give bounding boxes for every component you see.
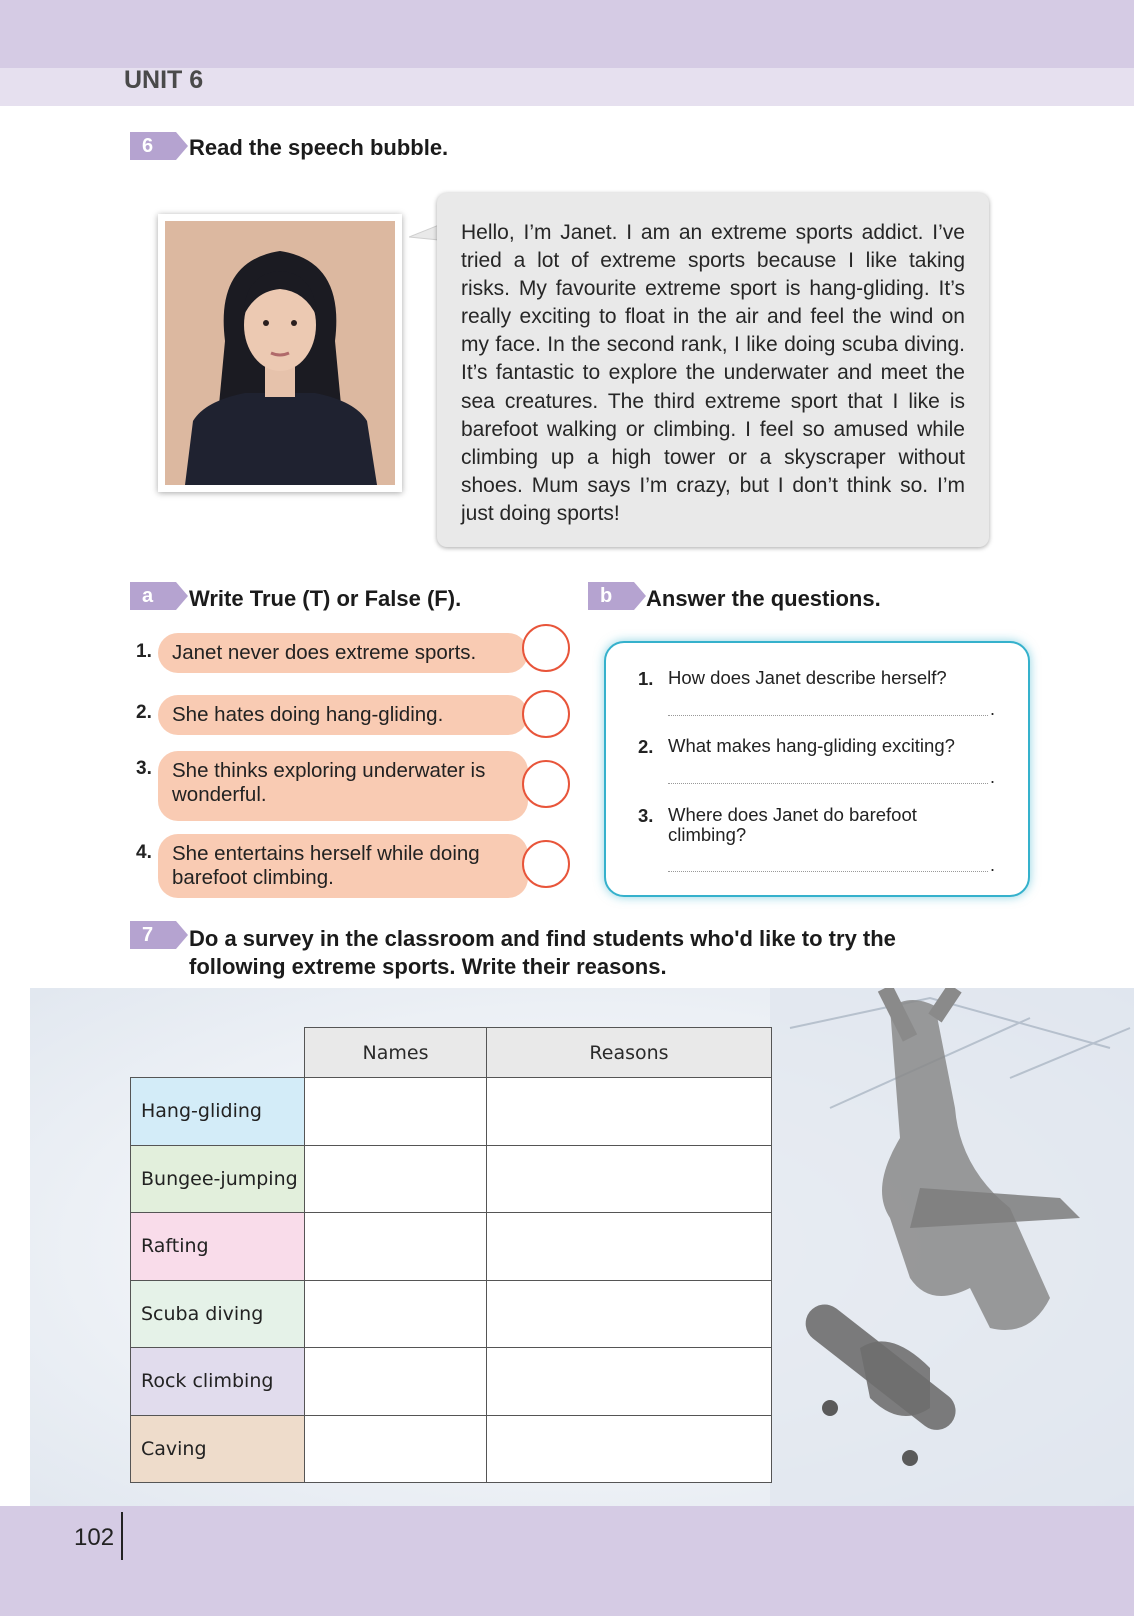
survey-reasons-cell[interactable] <box>487 1348 772 1416</box>
survey-row <box>131 1213 772 1281</box>
tf-item-number: 3. <box>136 758 152 779</box>
tf-item-number: 4. <box>136 842 152 863</box>
survey-row <box>131 1280 772 1348</box>
answer-line[interactable] <box>668 871 988 872</box>
tf-item-statement: She thinks exploring underwater is wonderful. <box>158 751 528 821</box>
tf-answer-circle[interactable] <box>522 840 570 888</box>
exercise-7-number: 7 <box>130 921 176 949</box>
survey-names-cell[interactable] <box>305 1280 487 1348</box>
tf-item-number: 1. <box>136 641 152 662</box>
survey-row <box>131 1078 772 1146</box>
survey-names-cell[interactable] <box>305 1213 487 1281</box>
exercise-6-number: 6 <box>130 132 176 160</box>
answer-line[interactable] <box>668 715 988 716</box>
survey-reasons-cell[interactable] <box>487 1145 772 1213</box>
tf-item-statement: She hates doing hang-gliding. <box>158 695 528 735</box>
survey-row <box>131 1145 772 1213</box>
tf-answer-circle[interactable] <box>522 624 570 672</box>
part-a-letter: a <box>130 582 176 610</box>
survey-reasons-cell[interactable] <box>487 1415 772 1483</box>
survey-names-cell[interactable] <box>305 1078 487 1146</box>
tf-answer-circle[interactable] <box>522 690 570 738</box>
answer-line-end: . <box>990 767 996 787</box>
question-text: What makes hang-gliding exciting? <box>668 735 955 756</box>
page-number-divider <box>121 1512 123 1560</box>
speech-bubble-text: Hello, I’m Janet. I am an extreme sports addict. I’ve tried a lot of extreme sports because I like taking risks. My favourite extreme sport is hang-gliding. It’s really exciting to float in the air and feel the wind on my face. In the second rank, I like doing scuba diving. It’s fantastic to explore the underwater and meet the sea creatures. The third extreme sport that I like is barefoot walking or climbing. I feel so amused while climbing up a high tower or a skyscraper without shoes. Mum says I’m crazy, but I don’t think so. I’m just doing sports! <box>461 221 965 525</box>
survey-reasons-cell[interactable] <box>487 1280 772 1348</box>
survey-corner <box>131 1028 305 1078</box>
part-b-letter: b <box>588 582 634 610</box>
part-b-instruction: Answer the questions. <box>646 586 881 611</box>
survey-reasons-cell[interactable] <box>487 1213 772 1281</box>
answer-line-end: . <box>990 699 996 719</box>
survey-sport-label: Scuba diving <box>131 1280 305 1348</box>
part-a-instruction: Write True (T) or False (F). <box>189 586 462 611</box>
tf-item-number: 2. <box>136 702 152 723</box>
speech-bubble <box>437 193 989 547</box>
survey-row <box>131 1415 772 1483</box>
survey-row <box>131 1348 772 1416</box>
question-number: 3. <box>638 805 654 826</box>
survey-reasons-cell[interactable] <box>487 1078 772 1146</box>
survey-names-cell[interactable] <box>305 1145 487 1213</box>
exercise-6-instruction: Read the speech bubble. <box>189 135 449 160</box>
survey-table <box>130 1027 772 1483</box>
top-band <box>0 0 1134 68</box>
tf-answer-circle[interactable] <box>522 760 570 808</box>
survey-names-cell[interactable] <box>305 1415 487 1483</box>
question-text: How does Janet describe herself? <box>668 667 947 688</box>
question-number: 2. <box>638 736 654 757</box>
survey-header-reasons: Reasons <box>487 1028 772 1078</box>
survey-sport-label: Rock climbing <box>131 1348 305 1416</box>
survey-sport-label: Hang-gliding <box>131 1078 305 1146</box>
unit-title: UNIT 6 <box>124 66 204 94</box>
survey-header-row <box>131 1028 772 1078</box>
survey-sport-label: Caving <box>131 1415 305 1483</box>
janet-photo-frame <box>158 214 402 492</box>
exercise-7-instruction: Do a survey in the classroom and find students who'd like to try the following extreme sports. Write their reasons. <box>189 926 896 979</box>
bottom-band <box>0 1506 1134 1616</box>
answer-line[interactable] <box>668 783 988 784</box>
portrait-icon <box>165 221 395 485</box>
questions-box <box>604 641 1030 897</box>
survey-header-names: Names <box>305 1028 487 1078</box>
answer-line-end: . <box>990 855 996 875</box>
page-number: 102 <box>74 1524 115 1551</box>
tf-item-statement: Janet never does extreme sports. <box>158 633 528 673</box>
survey-sport-label: Rafting <box>131 1213 305 1281</box>
survey-names-cell[interactable] <box>305 1348 487 1416</box>
janet-photo <box>165 221 395 485</box>
survey-sport-label: Bungee-jumping <box>131 1145 305 1213</box>
tf-item-statement: She entertains herself while doing barefoot climbing. <box>158 834 528 898</box>
question-text: Where does Janet do barefoot climbing? <box>668 804 917 845</box>
question-number: 1. <box>638 668 654 689</box>
